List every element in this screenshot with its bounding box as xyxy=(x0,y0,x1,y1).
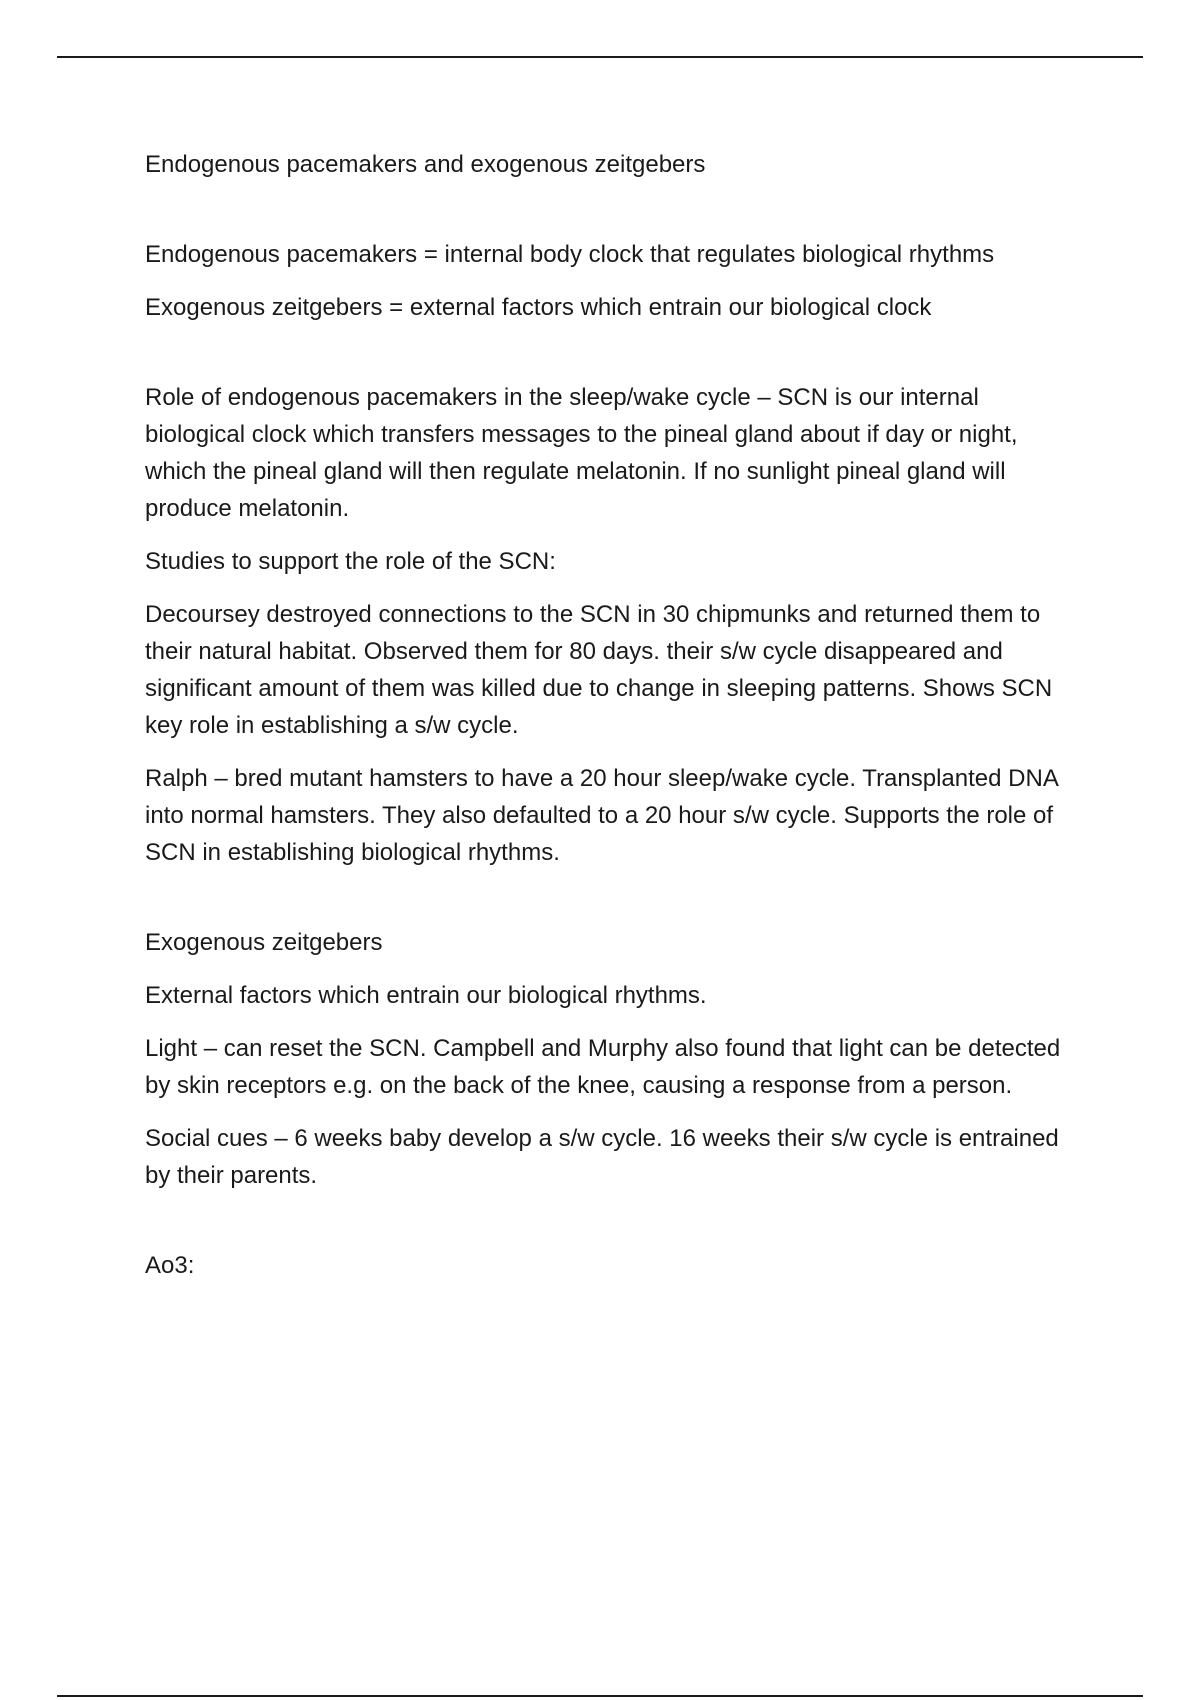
section-heading-exogenous-zeitgebers: Exogenous zeitgebers xyxy=(145,929,383,956)
header-rule xyxy=(57,56,1143,58)
footer-rule xyxy=(57,1695,1143,1697)
section-heading-ao3: Ao3: xyxy=(145,1252,195,1279)
paragraph-studies-heading: Studies to support the role of the SCN: xyxy=(145,548,556,575)
document-title: Endogenous pacemakers and exogenous zeitgebers xyxy=(145,151,706,178)
paragraph-exogenous-definition: Exogenous zeitgebers = external factors which entrain our biological clock xyxy=(145,294,932,321)
paragraph-social-cues: Social cues – 6 weeks baby develop a s/w cycle. 16 weeks their s/w cycle is entrained by their parents. xyxy=(145,1125,1059,1189)
document-body xyxy=(145,146,1065,1300)
paragraph-light: Light – can reset the SCN. Campbell and Murphy also found that light can be detected by skin receptors e.g. on the back of the knee, causing a response from a person. xyxy=(145,1035,1061,1099)
paragraph-role-of-scn: Role of endogenous pacemakers in the sleep/wake cycle – SCN is our internal biological clock which transfers messages to the pineal gland about if day or night, which the pineal gland will then regulate melatonin. If no sunlight pineal gland will produce melatonin. xyxy=(145,384,1018,522)
paragraph-ralph-study: Ralph – bred mutant hamsters to have a 20 hour sleep/wake cycle. Transplanted DNA into normal hamsters. They also defaulted to a 20 hour s/w cycle. Supports the role of SCN in establishing biological rhythms. xyxy=(145,765,1058,866)
paragraph-decoursey-study: Decoursey destroyed connections to the SCN in 30 chipmunks and returned them to their natural habitat. Observed them for 80 days. their s/w cycle disappeared and significant amount of them was killed due to change in sleeping patterns. Shows SCN key role in establishing a s/w cycle. xyxy=(145,601,1053,739)
paragraph-endogenous-definition: Endogenous pacemakers = internal body clock that regulates biological rhythms xyxy=(145,241,995,268)
paragraph-exogenous-description: External factors which entrain our biological rhythms. xyxy=(145,982,707,1009)
